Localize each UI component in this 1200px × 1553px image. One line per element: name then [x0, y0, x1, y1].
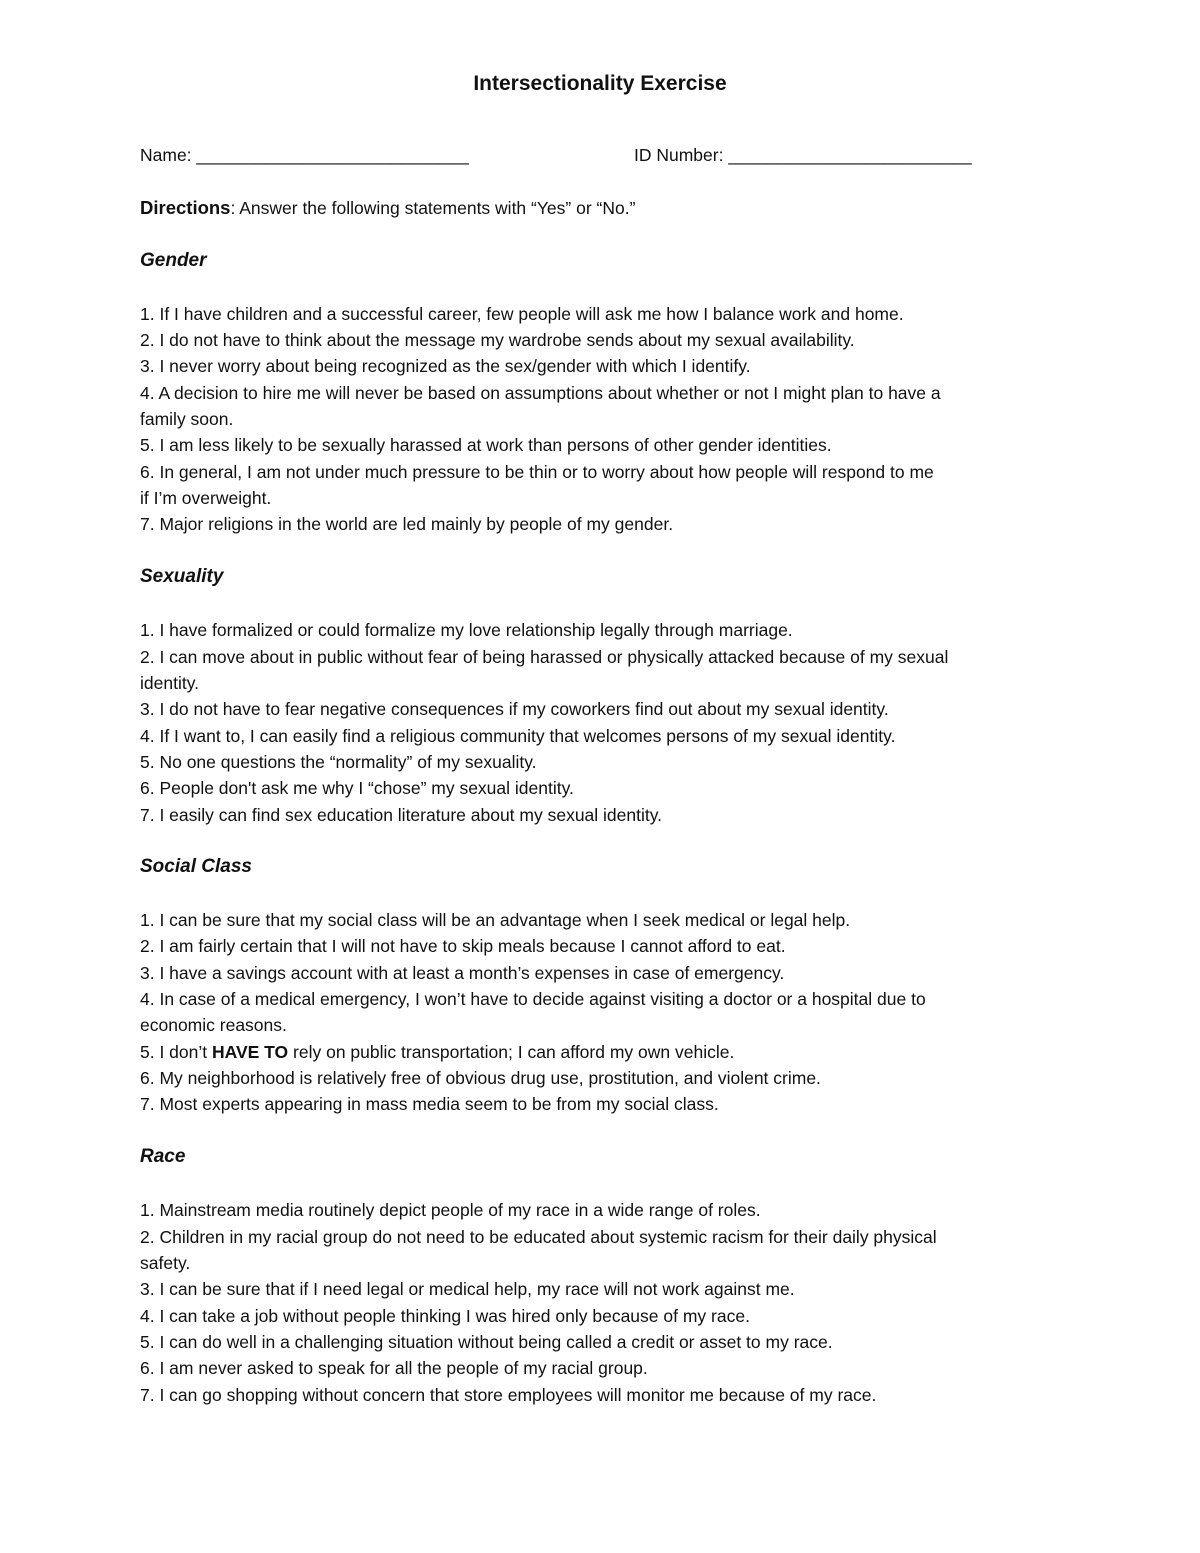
directions-text: : Answer the following statements with “Yes” or “No.” [230, 198, 636, 218]
statement-line: 5. I am less likely to be sexually harassed at work than persons of other gender identities. [140, 435, 832, 455]
statement-line: 5. I can do well in a challenging situation without being called a credit or asset to my race. [140, 1332, 833, 1352]
statement-line: 6. People don't ask me why I “chose” my sexual identity. [140, 778, 574, 798]
statement-line: 6. My neighborhood is relatively free of obvious drug use, prostitution, and violent crime. [140, 1068, 821, 1088]
id-number-field: ID Number: _________________________ [634, 145, 972, 165]
statement-line: 4. In case of a medical emergency, I won’t have to decide against visiting a doctor or a hospital due to [140, 989, 926, 1009]
statement-line: 1. If I have children and a successful career, few people will ask me how I balance work and home. [140, 304, 904, 324]
section-heading-sexuality: Sexuality [140, 566, 224, 587]
statement-line: 1. Mainstream media routinely depict people of my race in a wide range of roles. [140, 1200, 761, 1220]
statement-line: 3. I never worry about being recognized as the sex/gender with which I identify. [140, 356, 751, 376]
statement-text: 5. I don’t [140, 1042, 212, 1062]
statement-line: 5. No one questions the “normality” of my sexuality. [140, 752, 537, 772]
statement-line: 2. I can move about in public without fear of being harassed or physically attacked because of my sexual [140, 647, 949, 667]
statement-line: economic reasons. [140, 1015, 287, 1035]
statement-line: 1. I can be sure that my social class will be an advantage when I seek medical or legal help. [140, 910, 851, 930]
statement-line: identity. [140, 673, 200, 693]
statement-line: 2. Children in my racial group do not need to be educated about systemic racism for their daily physical [140, 1227, 937, 1247]
statement-line: 3. I do not have to fear negative consequences if my coworkers find out about my sexual identity. [140, 699, 889, 719]
statement-line: 3. I have a savings account with at least a month’s expenses in case of emergency. [140, 963, 785, 983]
statement-line: 4. A decision to hire me will never be based on assumptions about whether or not I might plan to have a [140, 383, 941, 403]
statement-line: 7. I can go shopping without concern that store employees will monitor me because of my race. [140, 1385, 877, 1405]
directions [140, 195, 1070, 221]
section-heading-gender: Gender [140, 250, 207, 271]
section-heading-race: Race [140, 1146, 186, 1167]
emphasis-text: HAVE TO [212, 1042, 289, 1062]
statement-line: 3. I can be sure that if I need legal or medical help, my race will not work against me. [140, 1279, 795, 1299]
statement-line: 4. If I want to, I can easily find a religious community that welcomes persons of my sexual identity. [140, 726, 896, 746]
statement-line: 1. I have formalized or could formalize my love relationship legally through marriage. [140, 620, 793, 640]
statement-text: rely on public transportation; I can afford my own vehicle. [288, 1042, 735, 1062]
statement-line-emphasis [140, 1039, 1070, 1065]
statement-line: 6. In general, I am not under much pressure to be thin or to worry about how people will respond to me [140, 462, 934, 482]
statement-line: 7. Most experts appearing in mass media seem to be from my social class. [140, 1094, 719, 1114]
statement-line: 2. I am fairly certain that I will not have to skip meals because I cannot afford to eat. [140, 936, 786, 956]
statement-line: family soon. [140, 409, 234, 429]
statement-line: 7. I easily can find sex education literature about my sexual identity. [140, 805, 663, 825]
statement-line: if I’m overweight. [140, 488, 272, 508]
statement-line: 2. I do not have to think about the message my wardrobe sends about my sexual availability. [140, 330, 855, 350]
statement-line: 7. Major religions in the world are led mainly by people of my gender. [140, 514, 674, 534]
statement-line: 6. I am never asked to speak for all the people of my racial group. [140, 1358, 648, 1378]
statement-line: 4. I can take a job without people thinking I was hired only because of my race. [140, 1306, 750, 1326]
section-heading-social-class: Social Class [140, 856, 252, 877]
directions-label: Directions [140, 197, 231, 218]
statement-line: safety. [140, 1253, 191, 1273]
document-title: Intersectionality Exercise [473, 72, 727, 95]
name-field: Name: ____________________________ [140, 145, 469, 165]
